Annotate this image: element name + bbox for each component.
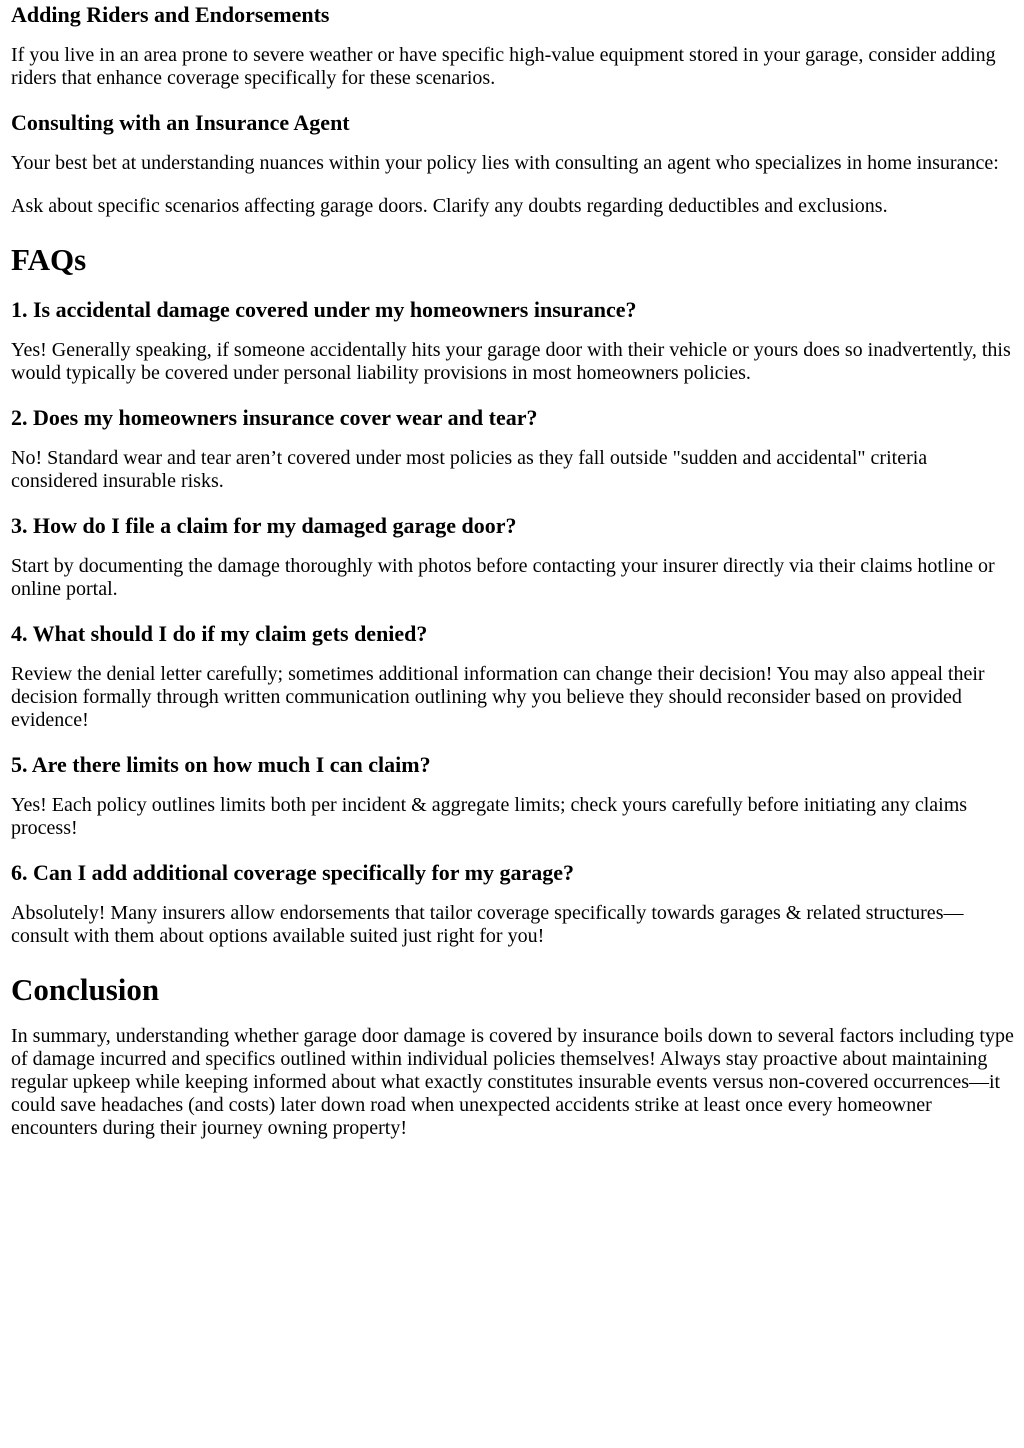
faq-item [11, 405, 1014, 493]
section-heading-agent: Consulting with an Insurance Agent [11, 110, 350, 135]
section-paragraph-agent-tips: Ask about specific scenarios affecting garage doors. Clarify any doubts regarding deductibles and exclusions. [11, 195, 888, 217]
article-body [0, 2, 1024, 1140]
faq-list [11, 297, 1014, 948]
faq-answer: Start by documenting the damage thoroughly with photos before contacting your insurer directly via their claims hotline or online portal. [11, 555, 995, 600]
faq-item [11, 752, 1014, 840]
faq-answer: Yes! Each policy outlines limits both per incident & aggregate limits; check yours carefully before initiating any claims process! [11, 794, 968, 839]
faq-answer: No! Standard wear and tear aren’t covered under most policies as they fall outside "sudden and accidental" criteria considered insurable risks. [11, 447, 928, 492]
faq-answer: Absolutely! Many insurers allow endorsements that tailor coverage specifically towards garages & related structures—consult with them about options available suited just right for you! [11, 902, 964, 947]
faq-question: 6. Can I add additional coverage specifically for my garage? [11, 860, 574, 885]
faq-question: 2. Does my homeowners insurance cover wear and tear? [11, 405, 538, 430]
faqs-heading: FAQs [11, 242, 87, 277]
section-paragraph-agent-intro: Your best bet at understanding nuances within your policy lies with consulting an agent who specializes in home insurance: [11, 152, 999, 174]
faq-question: 3. How do I file a claim for my damaged garage door? [11, 513, 517, 538]
faq-answer: Yes! Generally speaking, if someone accidentally hits your garage door with their vehicle or yours does so inadvertently, this would typically be covered under personal liability provisions in most homeowners policies. [11, 339, 1011, 384]
faq-question: 5. Are there limits on how much I can claim? [11, 752, 431, 777]
section-heading-riders: Adding Riders and Endorsements [11, 2, 330, 27]
conclusion-paragraph: In summary, understanding whether garage door damage is covered by insurance boils down to several factors including type of damage incurred and specifics outlined within individual policies themselves! Always stay proactive about maintaining regular upkeep while keeping informed about what exactly constitutes insurable events versus non-covered occurrences—it could save headaches (and costs) later down road when unexpected accidents strike at least once every homeowner encounters during their journey owning property! [11, 1025, 1014, 1139]
section-paragraph-riders: If you live in an area prone to severe weather or have specific high-value equipment stored in your garage, consider adding riders that enhance coverage specifically for these scenarios. [11, 44, 996, 89]
faq-item [11, 297, 1014, 385]
faq-item [11, 860, 1014, 948]
faq-item [11, 513, 1014, 601]
conclusion-heading: Conclusion [11, 972, 160, 1007]
faq-question: 4. What should I do if my claim gets denied? [11, 621, 428, 646]
faq-item [11, 621, 1014, 732]
faq-answer: Review the denial letter carefully; sometimes additional information can change their decision! You may also appeal their decision formally through written communication outlining why you believe they should reconsider based on provided evidence! [11, 663, 985, 731]
faq-question: 1. Is accidental damage covered under my homeowners insurance? [11, 297, 637, 322]
